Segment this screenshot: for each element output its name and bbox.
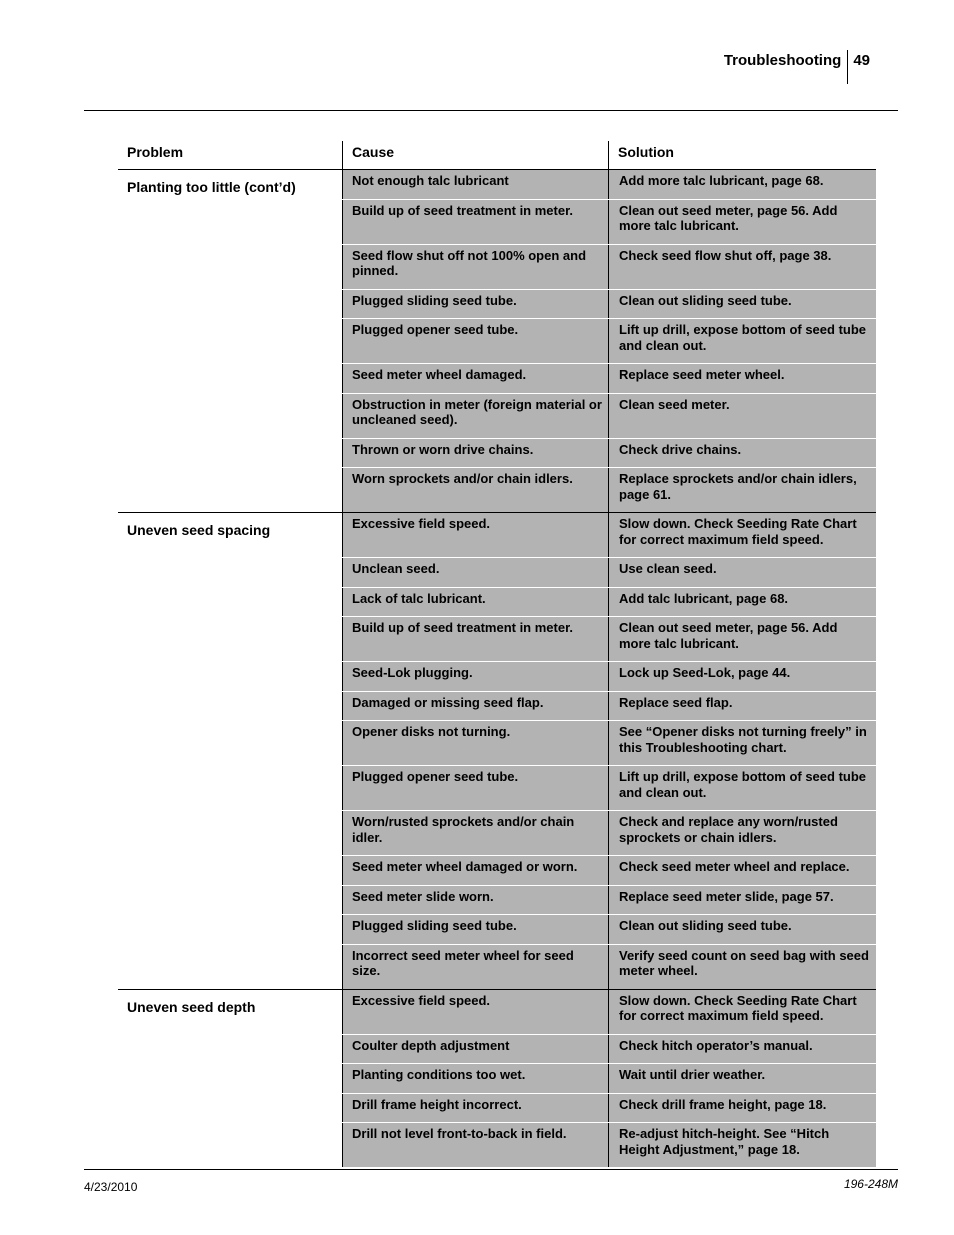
table-row xyxy=(342,364,876,394)
solution-cell: Check hitch operator’s manual. xyxy=(608,1035,876,1064)
solution-cell: Clean out seed meter, page 56. Add more talc lubricant. xyxy=(608,617,876,661)
table-row xyxy=(342,468,876,512)
table-row xyxy=(342,766,876,811)
solution-cell: Check and replace any worn/rusted sprockets or chain idlers. xyxy=(608,811,876,855)
cause-cell: Incorrect seed meter wheel for seed size. xyxy=(342,945,608,989)
table-row xyxy=(342,319,876,364)
table-row xyxy=(342,245,876,290)
problem-group xyxy=(118,990,876,1168)
cause-cell: Excessive field speed. xyxy=(342,990,608,1034)
solution-cell: See “Opener disks not turning freely” in this Troubleshooting chart. xyxy=(608,721,876,765)
table-row xyxy=(342,1123,876,1167)
problem-cell: Uneven seed spacing xyxy=(118,513,342,989)
footer-doc-number: 196-248M xyxy=(843,1177,898,1191)
solution-cell: Verify seed count on seed bag with seed meter wheel. xyxy=(608,945,876,989)
cause-cell: Build up of seed treatment in meter. xyxy=(342,617,608,661)
table-row xyxy=(342,915,876,945)
table-header-row xyxy=(118,141,876,170)
table-row xyxy=(342,588,876,618)
solution-cell: Add talc lubricant, page 68. xyxy=(608,588,876,617)
cause-cell: Seed meter wheel damaged or worn. xyxy=(342,856,608,885)
problem-group xyxy=(118,170,876,513)
cause-cell: Plugged opener seed tube. xyxy=(342,319,608,363)
solution-cell: Re-adjust hitch-height. See “Hitch Height Adjustment,” page 18. xyxy=(608,1123,876,1167)
footer-divider xyxy=(84,1169,898,1170)
solution-cell: Lift up drill, expose bottom of seed tube and clean out. xyxy=(608,766,876,810)
cause-cell: Plugged sliding seed tube. xyxy=(342,290,608,319)
cause-cell: Worn/rusted sprockets and/or chain idler. xyxy=(342,811,608,855)
cause-cell: Obstruction in meter (foreign material or uncleaned seed). xyxy=(342,394,608,438)
table-row xyxy=(342,886,876,916)
cause-cell: Seed flow shut off not 100% open and pinned. xyxy=(342,245,608,289)
solution-cell: Wait until drier weather. xyxy=(608,1064,876,1093)
solution-cell: Lift up drill, expose bottom of seed tube and clean out. xyxy=(608,319,876,363)
cause-solution-rows xyxy=(342,513,876,989)
cause-cell: Drill frame height incorrect. xyxy=(342,1094,608,1123)
table-row xyxy=(342,662,876,692)
solution-cell: Check seed meter wheel and replace. xyxy=(608,856,876,885)
solution-cell: Check seed flow shut off, page 38. xyxy=(608,245,876,289)
table-row xyxy=(342,721,876,766)
solution-cell: Replace sprockets and/or chain idlers, page 61. xyxy=(608,468,876,512)
table-row xyxy=(342,439,876,469)
solution-cell: Slow down. Check Seeding Rate Chart for correct maximum field speed. xyxy=(608,513,876,557)
header-divider xyxy=(84,110,898,111)
solution-cell: Check drive chains. xyxy=(608,439,876,468)
cause-cell: Excessive field speed. xyxy=(342,513,608,557)
cause-cell: Planting conditions too wet. xyxy=(342,1064,608,1093)
table-row xyxy=(342,290,876,320)
table-row xyxy=(342,200,876,245)
table-body xyxy=(118,170,876,1167)
table-row xyxy=(342,811,876,856)
footer-date: 4/23/2010 xyxy=(84,1180,138,1194)
cause-cell: Plugged sliding seed tube. xyxy=(342,915,608,944)
solution-cell: Replace seed flap. xyxy=(608,692,876,721)
table-row xyxy=(342,945,876,989)
cause-cell: Damaged or missing seed flap. xyxy=(342,692,608,721)
section-title: Troubleshooting xyxy=(724,50,849,84)
table-row xyxy=(342,617,876,662)
cause-cell: Lack of talc lubricant. xyxy=(342,588,608,617)
cause-cell: Seed-Lok plugging. xyxy=(342,662,608,691)
solution-cell: Lock up Seed-Lok, page 44. xyxy=(608,662,876,691)
solution-cell: Clean out sliding seed tube. xyxy=(608,915,876,944)
solution-cell: Replace seed meter slide, page 57. xyxy=(608,886,876,915)
table-row xyxy=(342,1094,876,1124)
solution-cell: Clean seed meter. xyxy=(608,394,876,438)
column-header-cause: Cause xyxy=(342,141,608,169)
problem-group xyxy=(118,513,876,990)
cause-cell: Worn sprockets and/or chain idlers. xyxy=(342,468,608,512)
cause-cell: Seed meter wheel damaged. xyxy=(342,364,608,393)
cause-solution-rows xyxy=(342,170,876,512)
cause-cell: Seed meter slide worn. xyxy=(342,886,608,915)
page-header xyxy=(724,50,870,84)
cause-cell: Build up of seed treatment in meter. xyxy=(342,200,608,244)
cause-solution-rows xyxy=(342,990,876,1168)
solution-cell: Add more talc lubricant, page 68. xyxy=(608,170,876,199)
table-row xyxy=(342,1064,876,1094)
problem-cell: Uneven seed depth xyxy=(118,990,342,1168)
table-row xyxy=(342,856,876,886)
cause-cell: Plugged opener seed tube. xyxy=(342,766,608,810)
solution-cell: Check drill frame height, page 18. xyxy=(608,1094,876,1123)
solution-cell: Slow down. Check Seeding Rate Chart for correct maximum field speed. xyxy=(608,990,876,1034)
table-row xyxy=(342,170,876,200)
table-row xyxy=(342,558,876,588)
cause-cell: Opener disks not turning. xyxy=(342,721,608,765)
table-row xyxy=(342,1035,876,1065)
solution-cell: Clean out sliding seed tube. xyxy=(608,290,876,319)
cause-cell: Drill not level front-to-back in field. xyxy=(342,1123,608,1167)
table-row xyxy=(342,394,876,439)
solution-cell: Clean out seed meter, page 56. Add more talc lubricant. xyxy=(608,200,876,244)
solution-cell: Replace seed meter wheel. xyxy=(608,364,876,393)
solution-cell: Use clean seed. xyxy=(608,558,876,587)
column-header-problem: Problem xyxy=(127,144,184,160)
table-row xyxy=(342,692,876,722)
page-number: 49 xyxy=(853,52,870,69)
cause-cell: Coulter depth adjustment xyxy=(342,1035,608,1064)
table-row xyxy=(342,990,876,1035)
troubleshooting-table xyxy=(118,141,876,1167)
cause-cell: Not enough talc lubricant xyxy=(342,170,608,199)
cause-cell: Unclean seed. xyxy=(342,558,608,587)
table-row xyxy=(342,513,876,558)
problem-cell: Planting too little (cont’d) xyxy=(118,170,342,512)
column-header-solution: Solution xyxy=(608,141,876,169)
cause-cell: Thrown or worn drive chains. xyxy=(342,439,608,468)
